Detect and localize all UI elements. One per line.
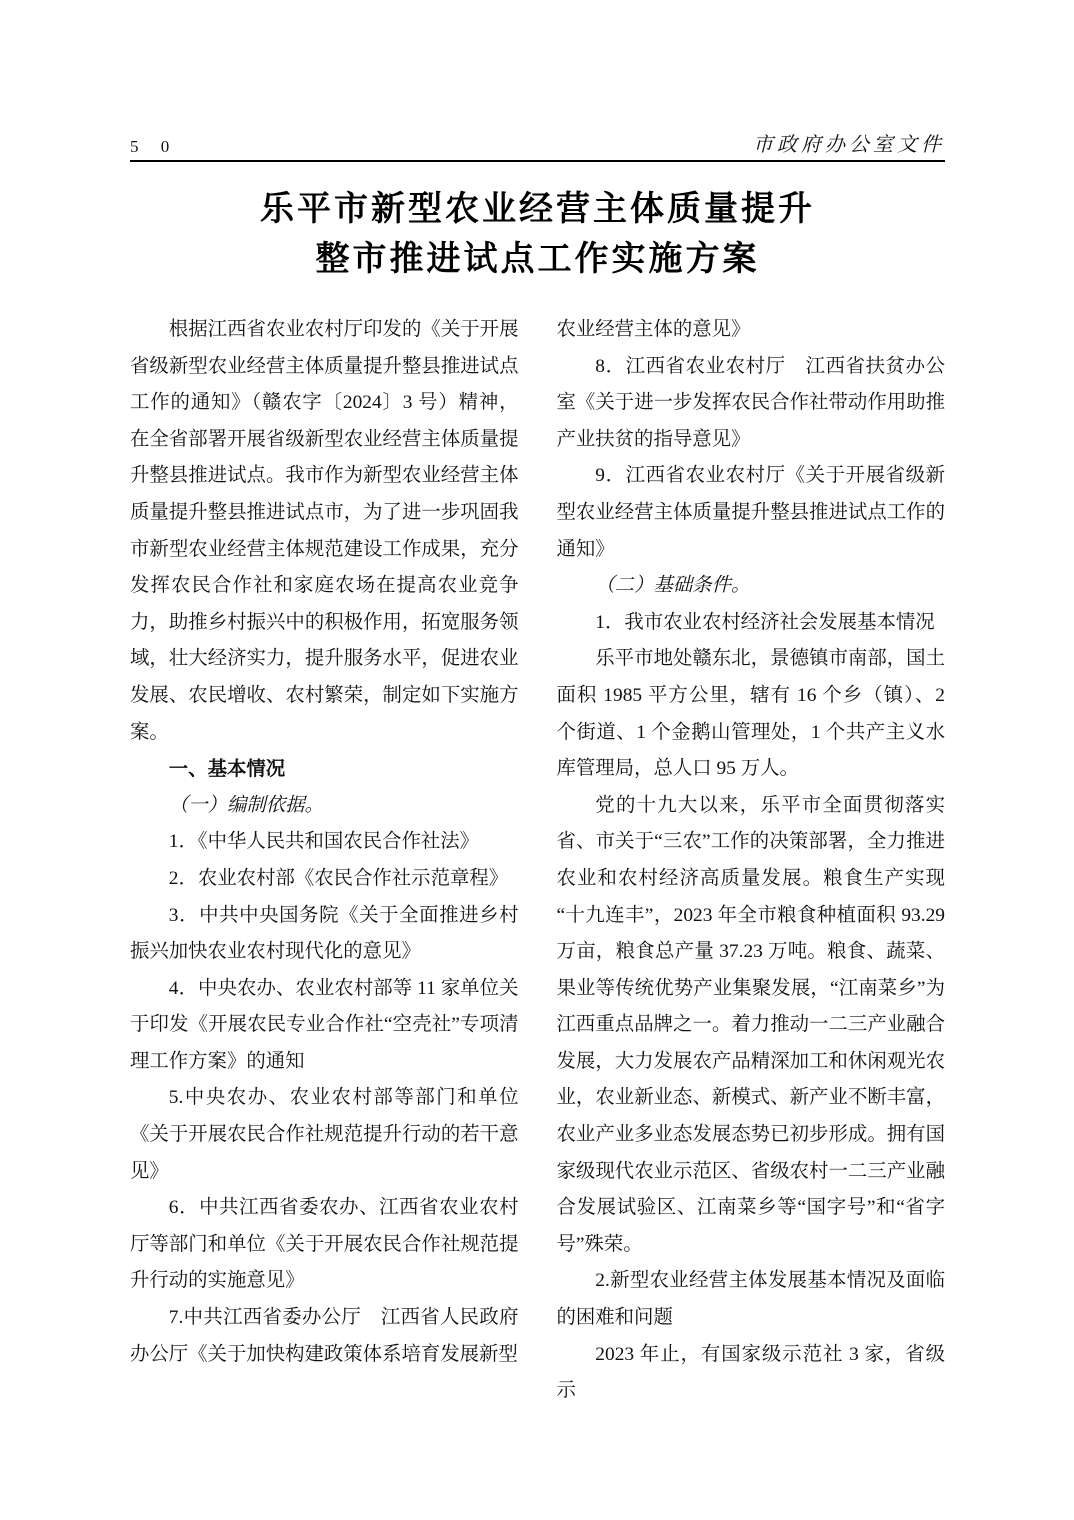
paragraph: 3．中共中央国务院《关于全面推进乡村振兴加快农业农村现代化的意见》	[130, 904, 519, 963]
section-heading: 一、基本情况	[168, 758, 286, 781]
paragraph: 1．我市农业农村经济社会发展基本情况	[595, 611, 935, 633]
paragraph: 2023 年止，有国家级示范社 3 家，省级示	[556, 1343, 945, 1402]
paragraph: 根据江西省农业农村厅印发的《关于开展省级新型农业经营主体质量提升整县推进试点工作的通知》（赣农字〔2024〕3 号）精神，在全省部署开展省级新型农业经营主体质量提升整县推进试点。我市作为新型农业经营主体质量提升整县推进试点市，为了进一步巩固我市新型农业经营主体规范建设工作成果，充分发挥农民合作社和家庭农场在提高农业竞争力，助推乡村振兴中的积极作用，拓宽服务领域，壮大经济实力，提升服务水平，促进农业发展、农民增收、农村繁荣，制定如下实施方案。	[130, 319, 519, 743]
paragraph: 5.中央农办、农业农村部等部门和单位《关于开展农民合作社规范提升行动的若干意见》	[130, 1087, 519, 1182]
page-header	[130, 128, 945, 162]
header-document-type-label: 市政府办公室文件	[753, 134, 945, 156]
document-title-line1: 乐平市新型农业经营主体质量提升	[260, 190, 815, 228]
paragraph: 6．中共江西省委农办、江西省农业农村厅等部门和单位《关于开展农民合作社规范提升行动的实施意见》	[130, 1197, 519, 1292]
paragraph: 9．江西省农业农村厅《关于开展省级新型农业经营主体质量提升整县推进试点工作的通知》	[556, 465, 945, 560]
paragraph: 8．江西省农业农村厅 江西省扶贫办公室《关于进一步发挥农民合作社带动作用助推产业扶贫的指导意见》	[556, 355, 945, 450]
paragraph: 7.中共江西省委办公厅 江西省人民政府办公厅《关于加快构建政策体系培育发展新型	[130, 1307, 519, 1365]
document-title	[130, 184, 945, 284]
paragraph: 1．《中华人民共和国农民合作社法》	[168, 831, 480, 853]
document-title-line2: 整市推进试点工作实施方案	[315, 240, 760, 278]
subsection-heading: （一）编制依据。	[168, 794, 324, 816]
paragraph: 党的十九大以来，乐平市全面贯彻落实省、市关于“三农”工作的决策部署，全力推进农业和农村经济高质量发展。粮食生产实现“十九连丰”，2023 年全市粮食种植面积 93.29 万亩，粮食总产量 37.23 万吨。粮食、蔬菜、果业等传统优势产业集聚发展，“江南菜乡”为江西重点品牌之一。着力推动一二三产业融合发展，大力发展农产品精深加工和休闲观光农业，农业新业态、新模式、新产业不断丰富，农业产业多业态发展态势已初步形成。拥有国家级现代农业示范区、省级农村一二三产业融合发展试验区、江南菜乡等“国字号”和“省字号”殊荣。	[556, 794, 945, 1255]
paragraph: 乐平市地处赣东北，景德镇市南部，国土面积 1985 平方公里，辖有 16 个乡（镇）、2 个街道、1 个金鹅山管理处，1 个共产主义水库管理局，总人口 95 万人。	[556, 648, 945, 780]
paragraph: 2.新型农业经营主体发展基本情况及面临的困难和问题	[556, 1270, 945, 1329]
subsection-heading: （二）基础条件。	[595, 575, 751, 597]
paragraph: 2．农业农村部《农民合作社示范章程》	[168, 867, 509, 889]
page-number: 5 0	[130, 137, 179, 156]
paragraph: 4．中央农办、农业农村部等 11 家单位关于印发《开展农民专业合作社“空壳社”专项清理工作方案》的通知	[130, 977, 519, 1072]
paragraph: 农业经营主体的意见》	[556, 319, 751, 340]
left-column	[130, 312, 519, 1410]
document-body	[130, 312, 945, 1410]
right-column	[557, 312, 946, 1410]
